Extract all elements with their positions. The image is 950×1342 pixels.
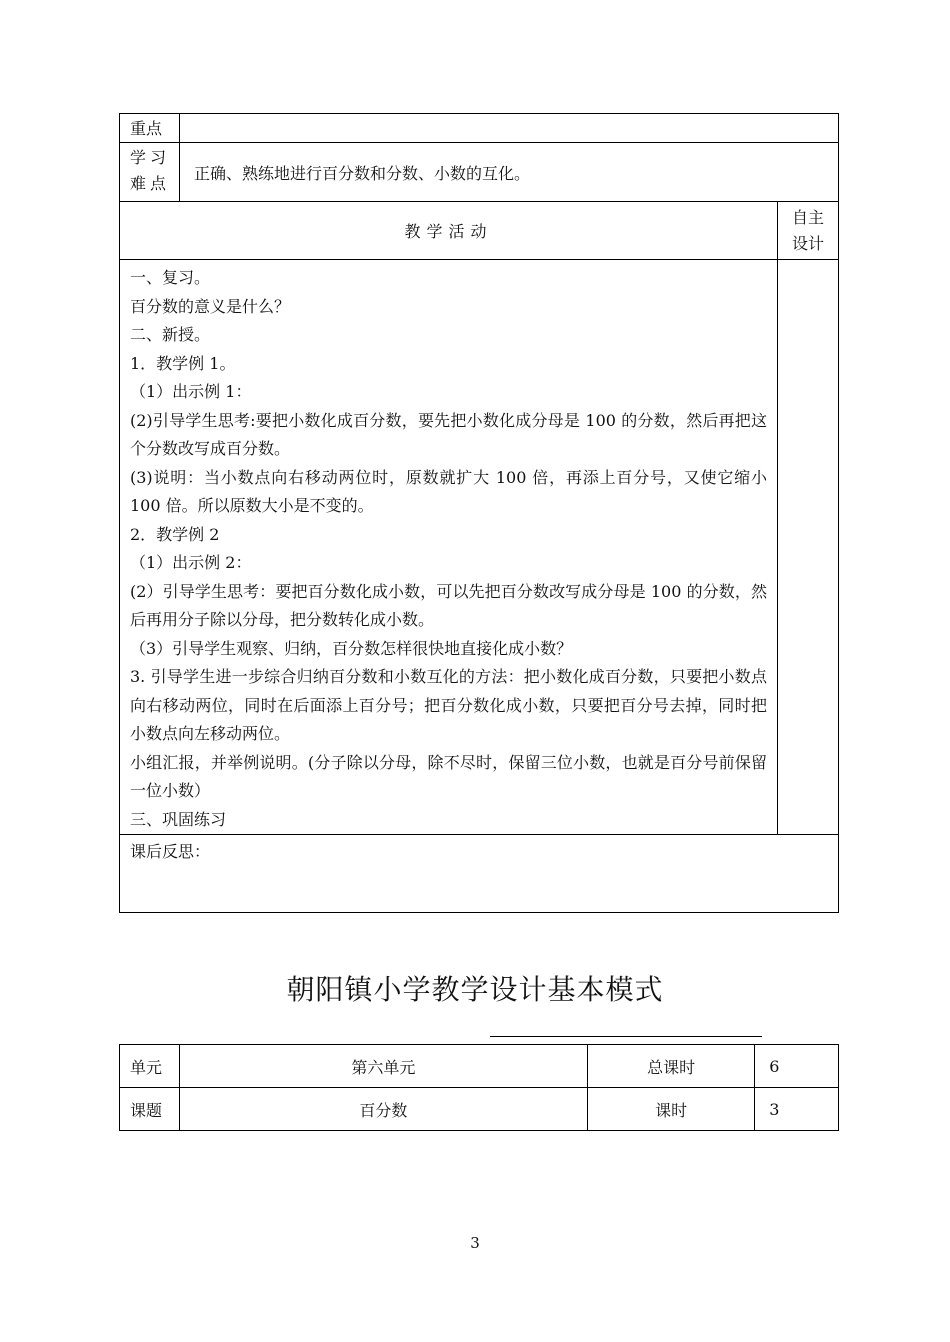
activity-body — [120, 260, 778, 835]
activity-line: （1）出示例 1： — [130, 382, 252, 401]
activity-line: 小组汇报，并举例说明。(分子除以分母，除不尽时，保留三位小数，也就是百分号前保留一位小数） — [130, 752, 767, 800]
self-design-text: 自主设计 — [791, 207, 824, 253]
activity-line: (2)引导学生思考:要把小数化成百分数，要先把小数化成分母是 100 的分数，然后再把这个分数改写成百分数。 — [130, 410, 767, 458]
hours-value: 3 — [755, 1088, 839, 1131]
activity-line: 1．教学例 1。 — [130, 353, 236, 373]
unit-label: 单元 — [120, 1045, 180, 1088]
key-point-label: 重点 — [120, 114, 180, 143]
key-point-value — [180, 114, 839, 143]
difficulty-label — [120, 143, 180, 202]
activity-line: （1）出示例 2： — [130, 553, 252, 572]
activity-line: （3）引导学生观察、归纳，百分数怎样很快地直接化成小数？ — [130, 638, 573, 658]
activity-line: 三、巩固练习 — [130, 809, 227, 829]
total-hours-label: 总课时 — [587, 1045, 754, 1088]
unit-value: 第六单元 — [179, 1045, 587, 1088]
hours-label: 课时 — [587, 1088, 754, 1131]
activity-line: 百分数的意义是什么？ — [130, 296, 291, 316]
reflection-cell — [120, 835, 839, 913]
difficulty-label-text: 学习难点 — [130, 148, 171, 193]
self-design-label — [778, 202, 839, 260]
activity-line: 二、新授。 — [130, 325, 211, 344]
difficulty-value: 正确、熟练地进行百分数和分数、小数的互化。 — [180, 143, 839, 202]
activity-line: 2．教学例 2 — [130, 524, 220, 544]
total-hours-value: 6 — [755, 1045, 839, 1088]
page-title: 朝阳镇小学教学设计基本模式 — [286, 973, 664, 1006]
title-underline — [490, 1036, 762, 1037]
reflection-label: 课后反思： — [130, 842, 211, 861]
activity-lines — [130, 264, 767, 834]
course-info-table — [119, 1044, 839, 1131]
activity-header: 教学活动 — [120, 202, 778, 260]
activity-line: (2）引导学生思考：要把百分数化成小数，可以先把百分数改写成分母是 100 的分数，然后再用分子除以分母，把分数转化成小数。 — [130, 581, 767, 629]
lesson-plan-table — [119, 113, 839, 913]
activity-line: 3. 引导学生进一步综合归纳百分数和小数互化的方法：把小数化成百分数，只要把小数点向右移动两位，同时在后面添上百分号；把百分数化成小数，只要把百分号去掉，同时把小数点向左移动两位。 — [130, 667, 767, 743]
topic-label: 课题 — [120, 1088, 180, 1131]
topic-value: 百分数 — [179, 1088, 587, 1131]
activity-line: 一、复习。 — [130, 268, 211, 287]
activity-line: (3)说明：当小数点向右移动两位时，原数就扩大 100 倍，再添上百分号，又使它缩小 100 倍。所以原数大小是不变的。 — [130, 467, 767, 515]
self-design-cell — [778, 260, 839, 835]
page-number: 3 — [470, 1234, 480, 1252]
